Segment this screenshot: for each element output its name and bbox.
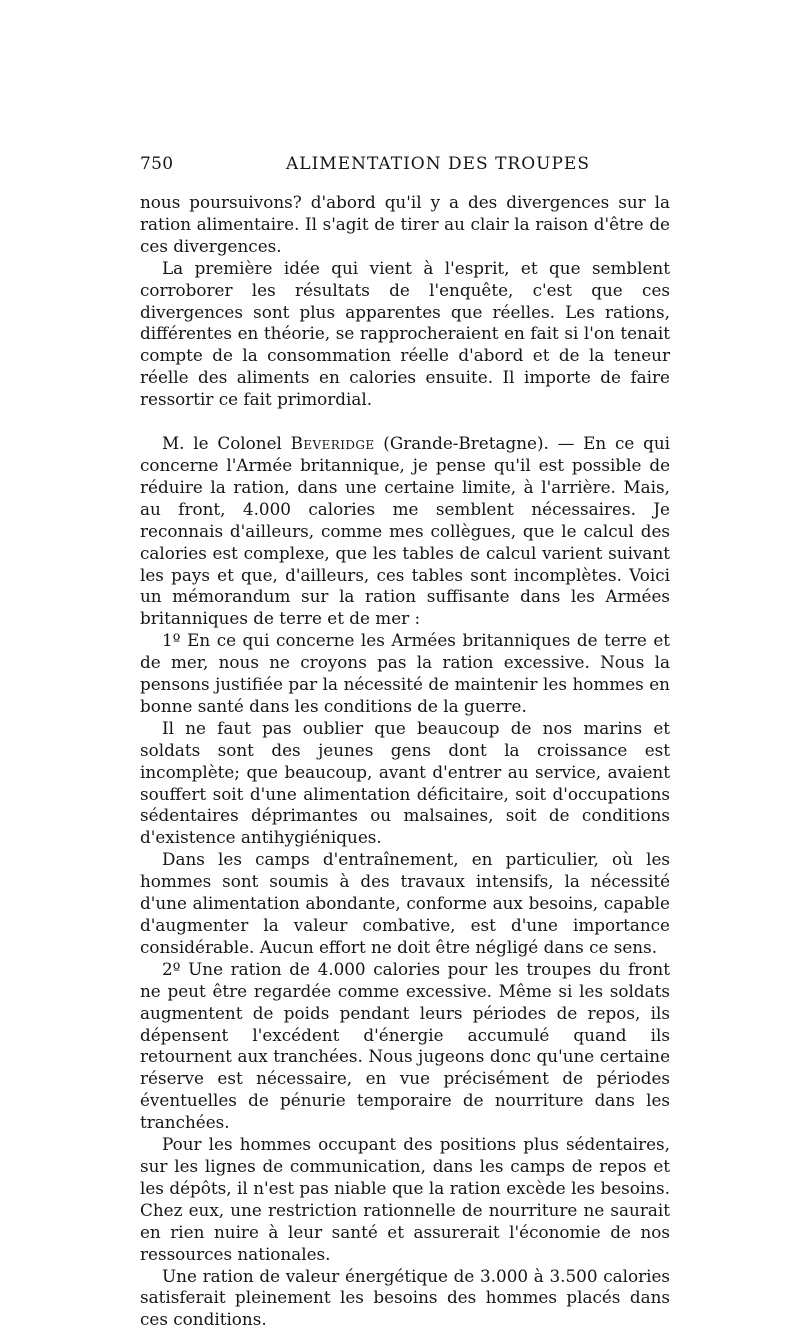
page-header [140, 154, 670, 180]
memorandum-point-1: 1º En ce qui concerne les Armées britanniques de terre et de mer, nous ne croyons pas la ration excessive. Nous la pensons justifiée par la nécessité de maintenir les hommes en bonne santé dans les conditions de la guerre. [140, 630, 670, 718]
speaker-intro: M. le Colonel [162, 433, 291, 453]
memorandum-training-camps: Dans les camps d'entraînement, en particulier, où les hommes sont soumis à des travaux intensifs, la nécessité d'une alimentation abondante, conforme aux besoins, capable d'augmenter la valeur combative, est d'une importance considérable. Aucun effort ne doit être négligé dans ce sens. [140, 849, 670, 959]
page-number: 750 [140, 154, 173, 174]
paragraph-first-idea: La première idée qui vient à l'esprit, et que semblent corroborer les résultats de l'enquête, c'est que ces divergences sont plus apparentes que réelles. Les rations, différentes en théorie, se rapprocheraient en fait si l'on tenait compte de la consommation réelle d'abord et de la teneur réelle des aliments en calories ensuite. Il importe de faire ressortir ce fait primordial. [140, 258, 670, 411]
memorandum-calorie-ration: Une ration de valeur énergétique de 3.000 à 3.500 calories satisferait pleinement les besoins des hommes placés dans ces conditions. [140, 1266, 670, 1331]
paragraph-continuation: nous poursuivons? d'abord qu'il y a des divergences sur la ration alimentaire. Il s'agit de tirer au clair la raison d'être de ces divergences. [140, 192, 670, 258]
memorandum-sedentary-men: Pour les hommes occupant des positions plus sédentaires, sur les lignes de communication, dans les camps de repos et les dépôts, il n'est pas niable que la ration excède les besoins. Chez eux, une restriction rationnelle de nourriture ne saurait en rien nuire à leur santé et assurerait l'économie de nos ressources nationales. [140, 1134, 670, 1265]
memorandum-young-recruits: Il ne faut pas oublier que beaucoup de nos marins et soldats sont des jeunes gens dont la croissance est incomplète; que beaucoup, avant d'entrer au service, avaient souffert soit d'une alimentation déficitaire, soit d'occupations sédentaires déprimantes ou malsaines, soit de conditions d'existence antihygiéniques. [140, 718, 670, 849]
running-title: ALIMENTATION DES TROUPES [286, 154, 590, 174]
body-text [140, 192, 670, 1331]
speaker-statement: (Grande-Bretagne). — En ce qui concerne l'Armée britannique, je pense qu'il est possible de réduire la ration, dans une certaine limite, à l'arrière. Mais, au front, 4.000 calories me semblent nécessaires. Je reconnais d'ailleurs, comme mes collègues, que le calcul des calories est complexe, que les tables de calcul varient suivant les pays et que, d'ailleurs, ces tables sont incomplètes. Voici un mémorandum sur la ration suffisante dans les Armées britanniques de terre et de mer : [140, 433, 670, 628]
memorandum-point-2: 2º Une ration de 4.000 calories pour les troupes du front ne peut être regardée comme excessive. Même si les soldats augmentent de poids pendant leurs périodes de repos, ils dépensent l'excédent d'énergie accumulé quand ils retournent aux tranchées. Nous jugeons donc qu'une certaine réserve est nécessaire, en vue précisément de périodes éventuelles de pénurie temporaire de nourriture dans les tranchées. [140, 959, 670, 1134]
speaker-name: Beveridge [291, 433, 375, 453]
paragraph-beveridge [140, 433, 670, 630]
